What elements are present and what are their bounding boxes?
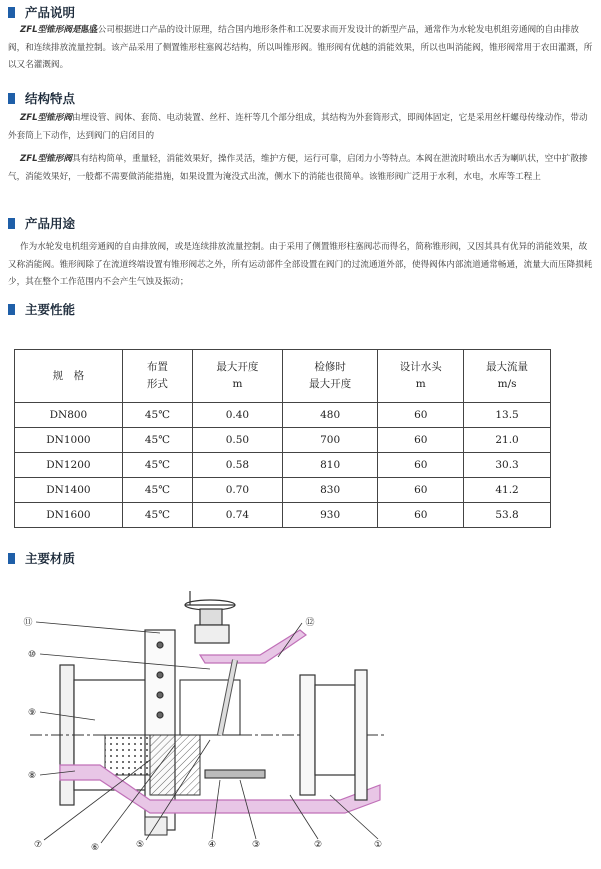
- callout-12: ⑫: [305, 618, 315, 628]
- valve-cross-section-diagram: [0, 585, 601, 869]
- callout-11: ⑪: [23, 618, 33, 628]
- callout-1: ①: [373, 840, 383, 850]
- section-marker-icon: [8, 7, 15, 18]
- header-cell: 设计水头 m: [378, 350, 464, 403]
- cone-body: [150, 735, 200, 795]
- callout-9: ⑨: [27, 708, 37, 718]
- callout-10: ⑩: [27, 650, 37, 660]
- section-title: 产品说明: [25, 5, 76, 20]
- usage-paragraph: 作为水轮发电机组旁通阀的自由排放阀，或是连续排放流量控制。由于采用了侧置锥形柱塞阀芯而得名，简称锥形阀，又因其具有优异的消能效果，故又称消能阀。锥形阀除了在流道终端设置有锥形阀芯之外，所有运动部件全部设置在阀门的过流通道外部，使得阀体内部流道通常畅通，流量大而压降损耗少，其在整个工作范围内不会产生气蚀及振动；: [8, 242, 593, 287]
- section-marker-icon: [8, 93, 15, 104]
- callout-4: ④: [207, 840, 217, 850]
- section-marker-icon: [8, 218, 15, 229]
- section-title: 产品用途: [25, 216, 76, 231]
- structure-paragraph-1: ZFL型锥形阀由埋设管、阀体、套筒、电动装置、丝杆、连杆等几个部分组成，其结构为外套筒形式，即阀体固定，它是采用丝杆螺母传缘动作，带动外套筒上下动作，达到阀门的启闭目的: [8, 113, 588, 141]
- callout-5: ⑤: [135, 840, 145, 850]
- bottom-support: [145, 817, 167, 835]
- section-header-usage: [8, 215, 75, 231]
- header-cell: 规 格: [15, 350, 123, 403]
- section-title: 主要性能: [25, 302, 76, 317]
- description-paragraph: ZFL型锥形阀是惠盛公司根据进口产品的设计原理，结合国内地形条件和工况要求而开发设计的新型产品，通常作为水轮发电机组旁通阀的自由排放阀，和连续排放流量控制。该产品采用了侧置锥形柱塞阀芯结构，所以叫锥形阀。锥形阀有优越的消能效果，所以也叫消能阀，锥形阀常用于农田灌溉，所以又名灌溉阀。: [8, 25, 593, 70]
- callout-2: ②: [313, 840, 323, 850]
- table-row: DN1600 45℃ 0.74 930 60 53.8: [15, 503, 551, 528]
- section-marker-icon: [8, 304, 15, 315]
- section-title: 主要材质: [25, 551, 76, 566]
- header-cell: 最大流量 m/s: [464, 350, 551, 403]
- section-header-description: [8, 4, 75, 20]
- outlet-flange: [300, 670, 367, 800]
- performance-table: [14, 349, 551, 528]
- section-header-materials: [8, 550, 75, 566]
- table-header-row: [15, 350, 551, 403]
- table-row: DN800 45℃ 0.40 480 60 13.5: [15, 403, 551, 428]
- structure-paragraph-2: ZFL型锥形阀具有结构简单，重量轻，消能效果好，操作灵活，维护方便，运行可靠，启闭力小等特点。本阀在泄流时喷出水舌为喇叭状，空中扩散掺气，消能效果好，一般都不需要做消能措施，如果设置为淹没式出流，侧水下的消能也很简单。该锥形阀广泛用于水利，水电，水库等工程上: [8, 154, 588, 182]
- callout-3: ③: [251, 840, 261, 850]
- handwheel-icon: [185, 591, 235, 643]
- table-row: DN1200 45℃ 0.58 810 60 30.3: [15, 453, 551, 478]
- section-title: 结构特点: [25, 91, 76, 106]
- callout-7: ⑦: [33, 840, 43, 850]
- table-row: DN1400 45℃ 0.70 830 60 41.2: [15, 478, 551, 503]
- section-header-performance: [8, 301, 75, 317]
- inner-body: [105, 735, 150, 775]
- header-cell: 最大开度 m: [193, 350, 283, 403]
- section-marker-icon: [8, 553, 15, 564]
- callout-8: ⑧: [27, 771, 37, 781]
- section-header-structure: [8, 90, 75, 106]
- header-cell: 检修时 最大开度: [282, 350, 378, 403]
- table-row: DN1000 45℃ 0.50 700 60 21.0: [15, 428, 551, 453]
- callout-6: ⑥: [90, 843, 100, 853]
- header-cell: 布置 形式: [122, 350, 192, 403]
